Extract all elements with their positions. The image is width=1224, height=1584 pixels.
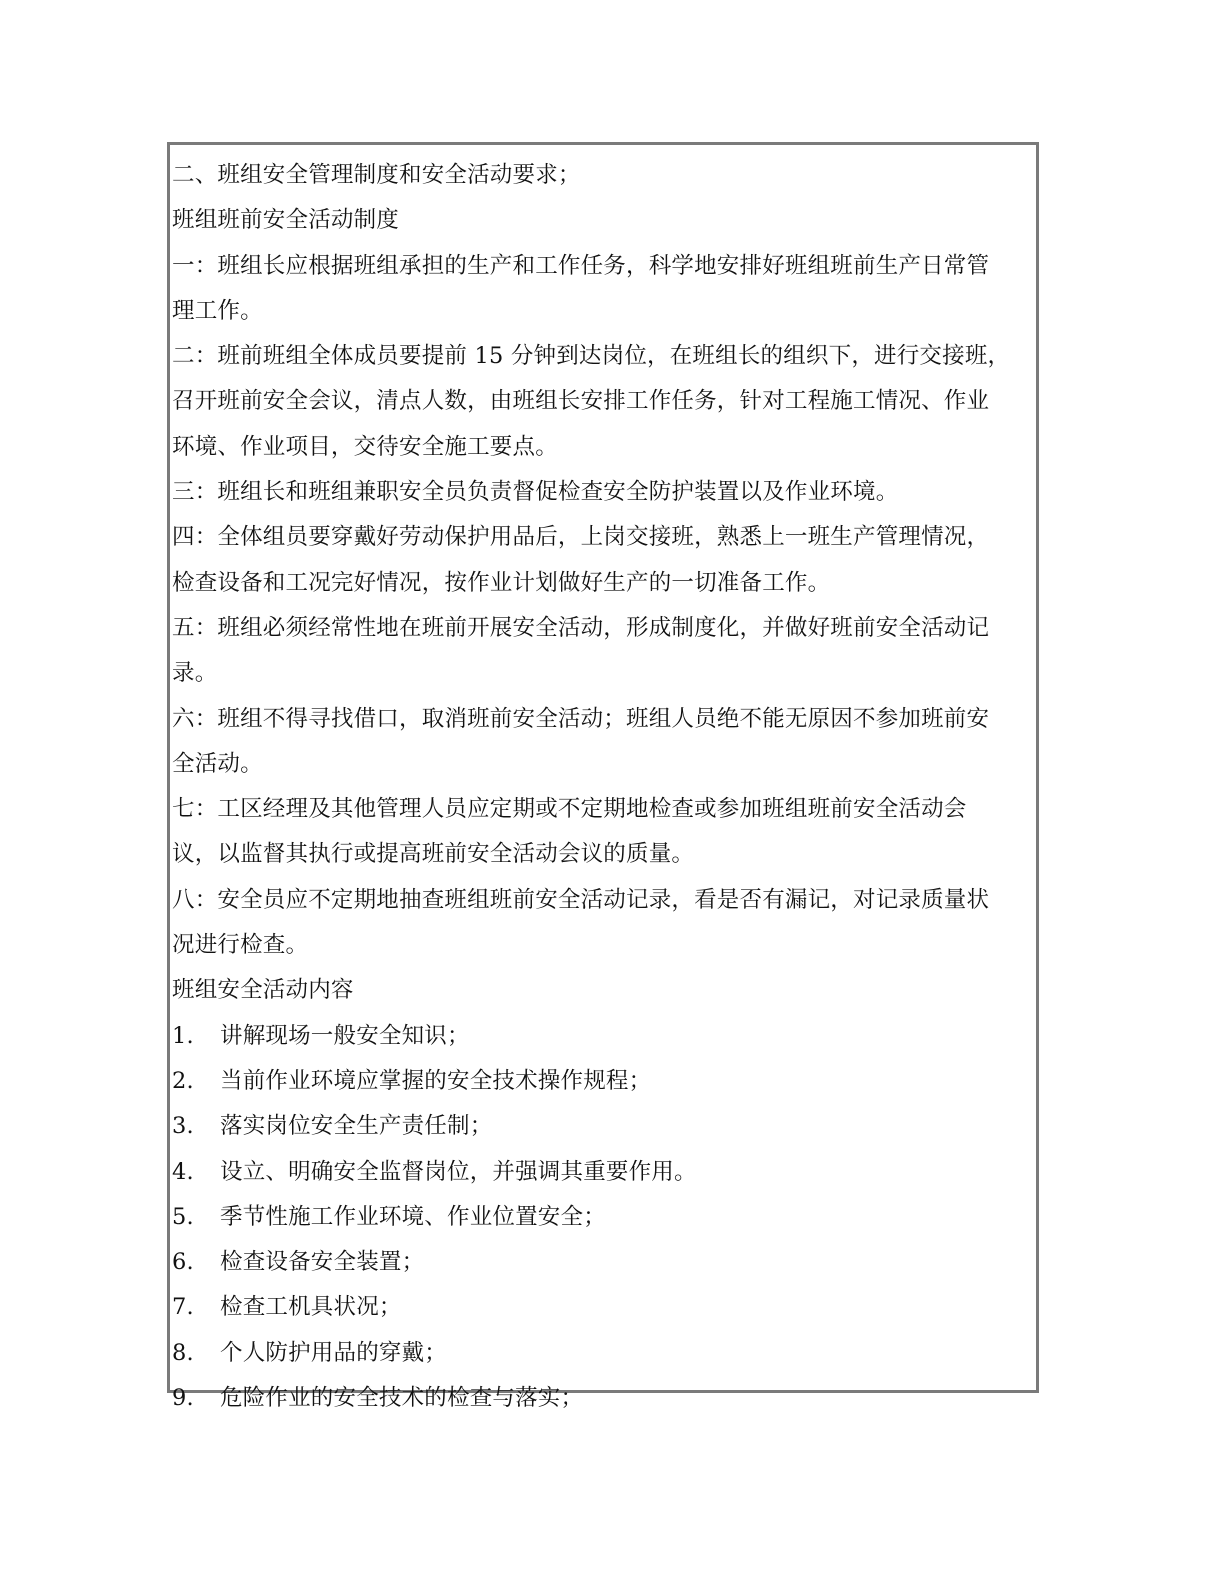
document-content xyxy=(172,153,1032,1421)
list-text: 季节性施工作业环境、作业位置安全； xyxy=(220,1203,606,1230)
paragraph-line: 二：班前班组全体成员要提前 15 分钟到达岗位，在班组长的组织下，进行交接班， xyxy=(172,343,1011,370)
paragraph-line: 四：全体组员要穿戴好劳动保护用品后，上岗交接班，熟悉上一班生产管理情况， xyxy=(172,524,990,551)
paragraph-line: 理工作。 xyxy=(172,297,263,324)
list-number: 9. xyxy=(172,1385,194,1412)
paragraph-line: 一：班组长应根据班组承担的生产和工作任务，科学地安排好班组班前生产日常管 xyxy=(172,252,990,279)
paragraph-line: 环境、作业项目，交待安全施工要点。 xyxy=(172,433,558,460)
list-text: 当前作业环境应掌握的安全技术操作规程； xyxy=(220,1067,652,1094)
list-item xyxy=(172,1285,1032,1330)
list-number: 7. xyxy=(172,1294,194,1321)
list-text: 落实岗位安全生产责任制； xyxy=(220,1113,493,1140)
paragraph-line: 况进行检查。 xyxy=(172,932,309,959)
list-item xyxy=(172,1376,1032,1421)
list-text: 危险作业的安全技术的检查与落实； xyxy=(220,1385,584,1412)
list-number: 2. xyxy=(172,1067,194,1094)
paragraph-line: 三：班组长和班组兼职安全员负责督促检查安全防护装置以及作业环境。 xyxy=(172,479,899,506)
paragraph-line: 八：安全员应不定期地抽查班组班前安全活动记录，看是否有漏记，对记录质量状 xyxy=(172,886,990,913)
list-item xyxy=(172,1195,1032,1240)
section-heading: 二、班组安全管理制度和安全活动要求； xyxy=(172,162,581,188)
paragraph-line: 七：工区经理及其他管理人员应定期或不定期地检查或参加班组班前安全活动会 xyxy=(172,796,967,823)
subheading-content: 班组安全活动内容 xyxy=(172,977,354,1004)
list-number: 1. xyxy=(172,1022,194,1049)
paragraph-line: 议，以监督其执行或提高班前安全活动会议的质量。 xyxy=(172,841,695,868)
paragraph-line: 五：班组必须经常性地在班前开展安全活动，形成制度化，并做好班前安全活动记 xyxy=(172,614,990,641)
list-text: 讲解现场一般安全知识； xyxy=(220,1022,470,1049)
list-number: 4. xyxy=(172,1158,194,1185)
paragraph-line: 召开班前安全会议，清点人数，由班组长安排工作任务，针对工程施工情况、作业 xyxy=(172,388,990,415)
subheading-system: 班组班前安全活动制度 xyxy=(172,207,400,234)
list-item xyxy=(172,1014,1032,1059)
list-number: 5. xyxy=(172,1203,194,1230)
list-text: 设立、明确安全监督岗位，并强调其重要作用。 xyxy=(220,1158,697,1185)
list-text: 检查工机具状况； xyxy=(220,1294,402,1321)
paragraph-line: 全活动。 xyxy=(172,750,263,777)
list-text: 个人防护用品的穿戴； xyxy=(220,1339,448,1366)
paragraph-line: 录。 xyxy=(172,660,218,687)
list-number: 8. xyxy=(172,1339,194,1366)
list-item xyxy=(172,1059,1032,1104)
paragraph-line: 六：班组不得寻找借口，取消班前安全活动；班组人员绝不能无原因不参加班前安 xyxy=(172,705,990,732)
list-item xyxy=(172,1150,1032,1195)
list-text: 检查设备安全装置； xyxy=(220,1249,425,1276)
list-item xyxy=(172,1331,1032,1376)
paragraph-line: 检查设备和工况完好情况，按作业计划做好生产的一切准备工作。 xyxy=(172,569,831,596)
list-number: 3. xyxy=(172,1113,194,1140)
list-item xyxy=(172,1104,1032,1149)
list-item xyxy=(172,1240,1032,1285)
list-number: 6. xyxy=(172,1249,194,1276)
document-frame xyxy=(167,142,1039,1412)
